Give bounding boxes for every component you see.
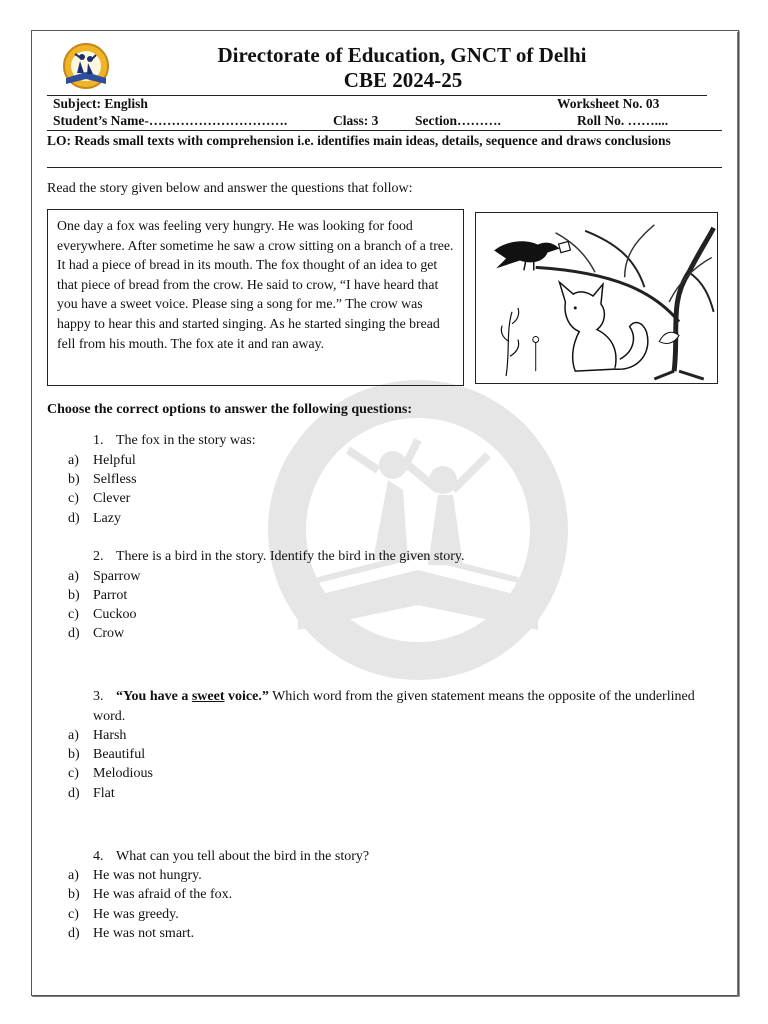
option-3a: a) Harsh bbox=[68, 728, 127, 743]
roll-no-field: Roll No. …….... bbox=[577, 113, 669, 128]
option-4c: c) He was greedy. bbox=[68, 907, 179, 922]
option-2a: a) Sparrow bbox=[68, 569, 141, 584]
question-text: What can you tell about the bird in the story? bbox=[116, 849, 370, 864]
question-number: 1. bbox=[93, 433, 104, 448]
question-number: 3. bbox=[93, 689, 104, 704]
story-box bbox=[47, 209, 464, 386]
fox-and-crow-illustration bbox=[476, 213, 717, 383]
watermark-emblem bbox=[258, 370, 578, 690]
question-text: There is a bird in the story. Identify the bird in the given story. bbox=[116, 549, 465, 564]
question-4 bbox=[93, 847, 703, 867]
option-1c: c) Clever bbox=[68, 491, 131, 506]
option-2c: c) Cuckoo bbox=[68, 607, 137, 622]
story-text: One day a fox was feeling very hungry. He was looking for food everywhere. After sometime he saw a crow sitting on a branch of a tree. It had a piece of bread in its mouth. The fox thought of an idea to get that piece of bread from the crow. He said to crow, “I have heard that you have a sweet voice. Please sing a song for me.” The crow was happy to hear this and started singing. As he started singing the bread fell from his mouth. The fox ate it and ran away. bbox=[57, 218, 454, 351]
option-3c: c) Melodious bbox=[68, 766, 153, 781]
student-name-field: Student’s Name-…………………………. bbox=[53, 113, 288, 128]
option-4d: d) He was not smart. bbox=[68, 926, 195, 941]
option-1b: b) Selfless bbox=[68, 472, 137, 487]
story-illustration-frame bbox=[475, 212, 718, 384]
underlined-word: sweet bbox=[191, 689, 225, 704]
instructions-text: Read the story given below and answer the questions that follow: bbox=[47, 181, 413, 196]
option-1d: d) Lazy bbox=[68, 511, 121, 526]
question-1 bbox=[93, 431, 703, 451]
option-4b: b) He was afraid of the fox. bbox=[68, 887, 233, 902]
questions-heading: Choose the correct options to answer the following questions: bbox=[47, 402, 413, 417]
option-3d: d) Flat bbox=[68, 786, 115, 801]
quoted-statement: “You have a sweet voice.” bbox=[116, 689, 269, 704]
class-label: Class: 3 bbox=[333, 113, 379, 128]
option-2d: d) Crow bbox=[68, 626, 125, 641]
lo-divider bbox=[47, 167, 722, 168]
question-text: The fox in the story was: bbox=[116, 433, 256, 448]
question-number: 4. bbox=[93, 849, 104, 864]
option-4a: a) He was not hungry. bbox=[68, 868, 202, 883]
question-number: 2. bbox=[93, 549, 104, 564]
question-3 bbox=[93, 687, 703, 727]
worksheet-number: Worksheet No. 03 bbox=[557, 96, 660, 111]
section-field: Section………. bbox=[415, 113, 501, 128]
option-2b: b) Parrot bbox=[68, 588, 128, 603]
question-2 bbox=[93, 547, 703, 567]
subject-label: Subject: English bbox=[53, 96, 148, 111]
question-text: Which word from the given statement means the opposite of the underlined word. bbox=[93, 689, 695, 724]
page-title: Directorate of Education, GNCT of Delhi bbox=[217, 43, 587, 67]
learning-objective: LO: Reads small texts with comprehension i.e. identifies main ideas, details, sequence and draws conclusions bbox=[47, 133, 671, 148]
meta-divider bbox=[47, 130, 722, 131]
page-subtitle: CBE 2024-25 bbox=[343, 68, 463, 92]
option-3b: b) Beautiful bbox=[68, 747, 146, 762]
option-1a: a) Helpful bbox=[68, 453, 136, 468]
